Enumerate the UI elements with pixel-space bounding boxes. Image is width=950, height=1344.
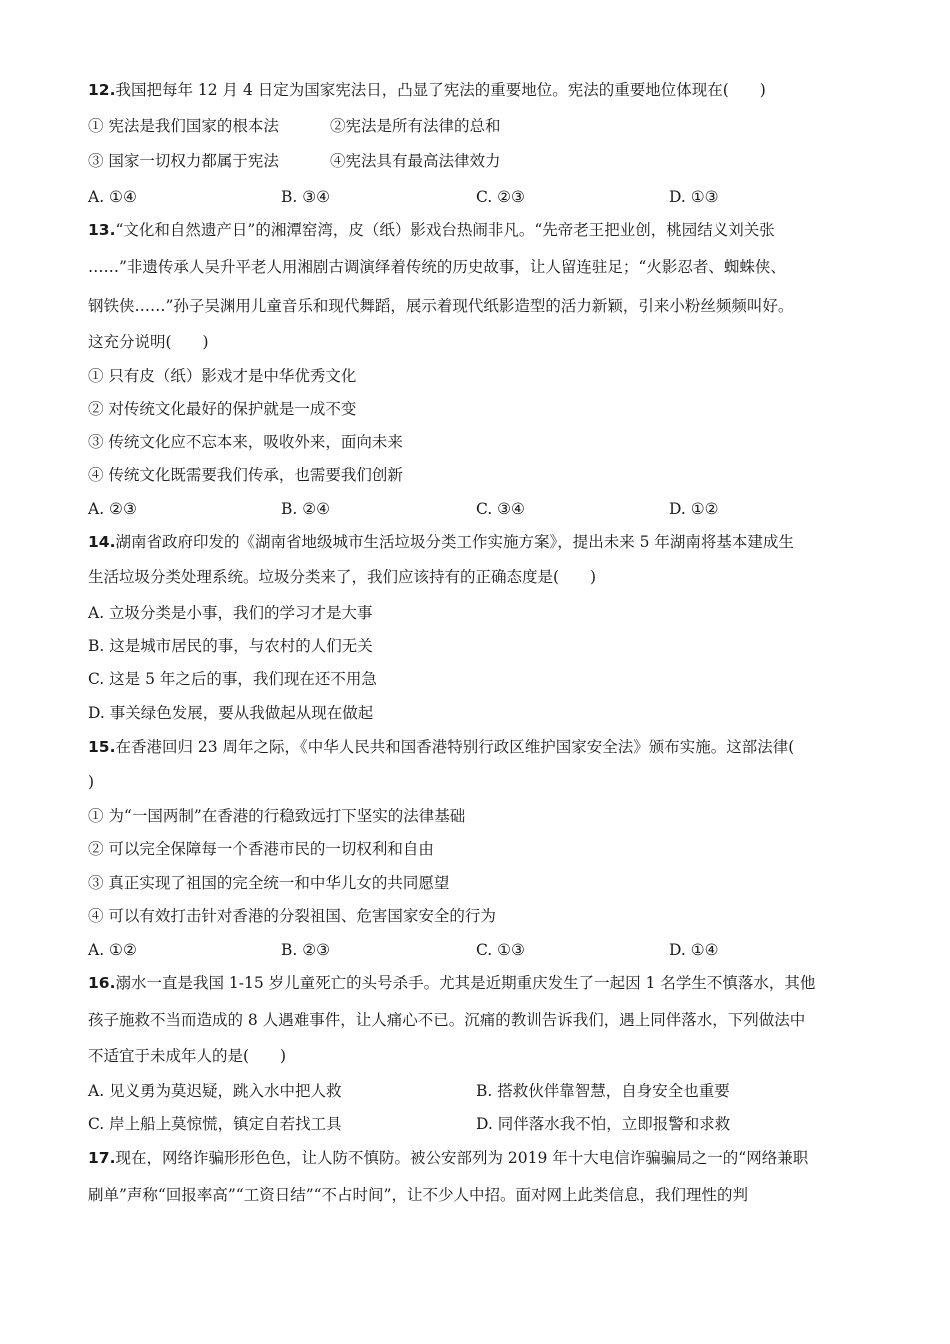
question-15-statement-3: ③ 真正实现了祖国的完全统一和中华儿女的共同愿望 bbox=[88, 874, 450, 892]
question-14-option-a[interactable]: A. 立圾分类是小事，我们的学习才是大事 bbox=[88, 604, 373, 622]
question-12-option-a[interactable]: A. ①④ bbox=[88, 188, 137, 206]
question-13-statement-3: ③ 传统文化应不忘本来，吸收外来，面向未来 bbox=[88, 433, 403, 451]
question-13-option-c[interactable]: C. ③④ bbox=[476, 500, 525, 518]
question-15-statement-4: ④ 可以有效打击针对香港的分裂祖国、危害国家安全的行为 bbox=[88, 907, 496, 925]
question-15-option-d[interactable]: D. ①④ bbox=[669, 941, 719, 959]
question-13-stem: 13.“文化和自然遗产日”的湘潭窑湾，皮（纸）影戏台热闹非凡。“先帝老王把业创，桃园结义刘关张 bbox=[88, 221, 775, 239]
question-15-statement-1: ① 为“一国两制”在香港的行稳致远打下坚实的法律基础 bbox=[88, 807, 466, 825]
question-13-statement-4: ④ 传统文化既需要我们传承，也需要我们创新 bbox=[88, 466, 403, 484]
question-13-option-b[interactable]: B. ②④ bbox=[281, 500, 331, 518]
question-14-stem: 14.湖南省政府印发的《湖南省地级城市生活垃圾分类工作实施方案》，提出未来 5 年湖南将基本建成生 bbox=[88, 533, 794, 551]
question-15-stem-line: ) bbox=[88, 773, 95, 791]
question-12-statement-4: ④宪法具有最高法律效力 bbox=[330, 152, 501, 170]
question-13-option-d[interactable]: D. ①② bbox=[669, 500, 719, 518]
question-12-option-b[interactable]: B. ③④ bbox=[281, 188, 331, 206]
question-15-statement-2: ② 可以完全保障每一个香港市民的一切权利和自由 bbox=[88, 840, 434, 858]
question-16-stem-line: 不适宜于未成年人的是( ) bbox=[88, 1047, 287, 1065]
question-12-option-c[interactable]: C. ②③ bbox=[476, 188, 525, 206]
question-14-option-c[interactable]: C. 这是 5 年之后的事，我们现在还不用急 bbox=[88, 670, 377, 688]
question-15-option-c[interactable]: C. ①③ bbox=[476, 941, 525, 959]
question-14-stem-line: 生活垃圾分类处理系统。垃圾分类来了，我们应该持有的正确态度是( ) bbox=[88, 568, 597, 586]
question-15-stem: 15.在香港回归 23 周年之际，《中华人民共和国香港特别行政区维护国家安全法》颁布实施。这部法律( bbox=[88, 738, 795, 756]
question-16-stem-line: 孩子施救不当而造成的 8 人遇难事件，让人痛心不已。沉痛的教训告诉我们，遇上同伴落水，下列做法中 bbox=[88, 1011, 806, 1029]
question-13-stem-line: 钢铁侠……”孙子吴渊用儿童音乐和现代舞蹈，展示着现代纸影造型的活力新颖，引来小粉丝频频叫好。 bbox=[88, 297, 794, 315]
question-12-option-d[interactable]: D. ①③ bbox=[669, 188, 719, 206]
question-12-stem: 12.我国把每年 12 月 4 日定为国家宪法日，凸显了宪法的重要地位。宪法的重要地位体现在( ) bbox=[88, 81, 766, 99]
question-17-stem-line: 刷单”声称“回报率高”“工资日结”“不占时间”，让不少人中招。面对网上此类信息，我们理性的判 bbox=[88, 1186, 748, 1204]
question-16-option-a[interactable]: A. 见义勇为莫迟疑，跳入水中把人救 bbox=[88, 1082, 342, 1100]
question-12-statement-2: ②宪法是所有法律的总和 bbox=[330, 117, 501, 135]
question-14-option-d[interactable]: D. 事关绿色发展，要从我做起从现在做起 bbox=[88, 704, 374, 722]
question-16-option-d[interactable]: D. 同伴落水我不怕，立即报警和求救 bbox=[476, 1115, 731, 1133]
question-16-option-c[interactable]: C. 岸上船上莫惊慌，镇定自若找工具 bbox=[88, 1115, 342, 1133]
question-13-statement-1: ① 只有皮（纸）影戏才是中华优秀文化 bbox=[88, 367, 357, 385]
question-15-option-a[interactable]: A. ①② bbox=[88, 941, 137, 959]
question-12-statement-3: ③ 国家一切权力都属于宪法 bbox=[88, 152, 279, 170]
question-15-option-b[interactable]: B. ②③ bbox=[281, 941, 331, 959]
question-16-option-b[interactable]: B. 搭救伙伴靠智慧，自身安全也重要 bbox=[476, 1082, 730, 1100]
question-17-stem: 17.现在，网络诈骗形形色色，让人防不慎防。被公安部列为 2019 年十大电信诈骗骗局之一的“网络兼职 bbox=[88, 1149, 809, 1167]
question-13-stem-line: 这充分说明( ) bbox=[88, 333, 209, 351]
question-13-statement-2: ② 对传统文化最好的保护就是一成不变 bbox=[88, 400, 357, 418]
question-14-option-b[interactable]: B. 这是城市居民的事，与农村的人们无关 bbox=[88, 637, 373, 655]
question-13-option-a[interactable]: A. ②③ bbox=[88, 500, 137, 518]
question-12-statement-1: ① 宪法是我们国家的根本法 bbox=[88, 117, 279, 135]
question-13-stem-line: ……”非遗传承人吴升平老人用湘剧古调演绎着传统的历史故事，让人留连驻足；“火影忍者、蜘蛛侠、 bbox=[88, 258, 786, 276]
question-16-stem: 16.溺水一直是我国 1-15 岁儿童死亡的头号杀手。尤其是近期重庆发生了一起因 1 名学生不慎落水，其他 bbox=[88, 974, 816, 992]
